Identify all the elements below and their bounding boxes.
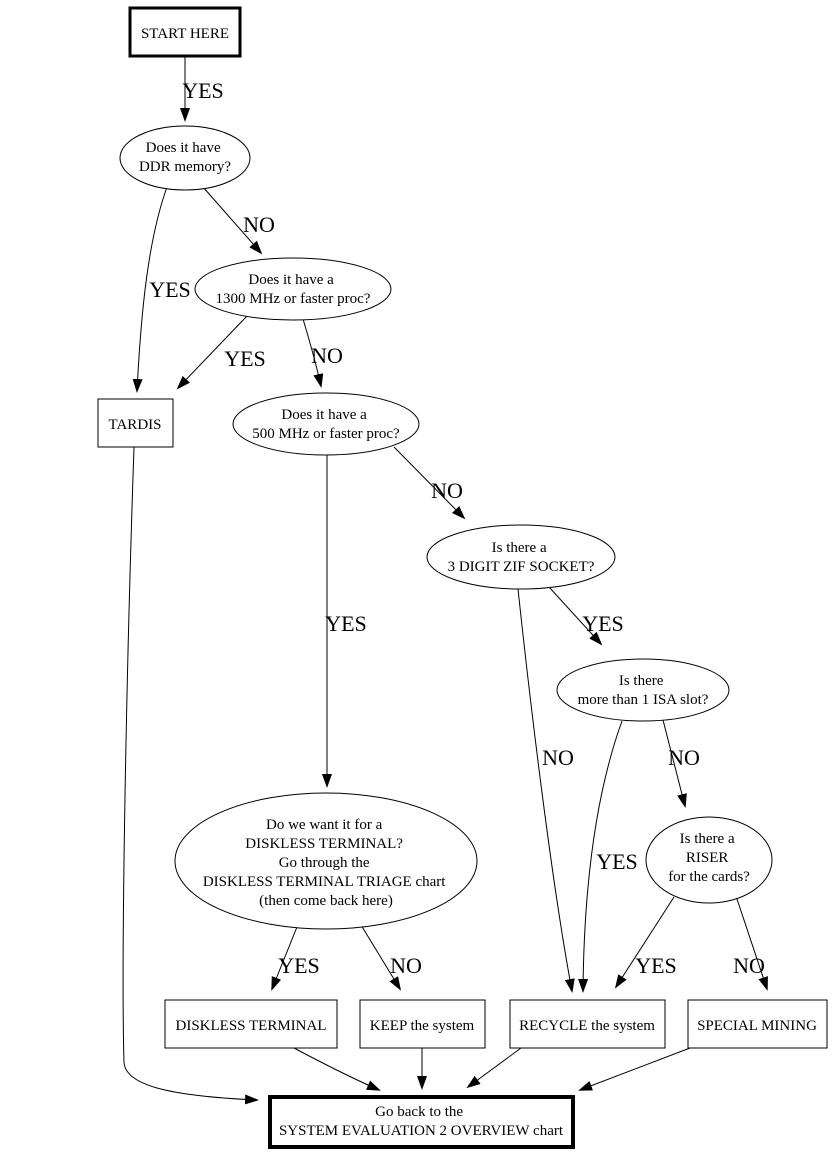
node-zif-ellipse	[427, 525, 615, 589]
edge-label-diskless-to-terminal: YES	[278, 953, 320, 978]
edge-terminal-to-goback	[294, 1048, 379, 1090]
node-start-label: START HERE	[140, 26, 230, 42]
edges	[123, 57, 767, 1100]
node-go-back-label: Go back to the SYSTEM EVALUATION 2 OVERVIEW chart	[278, 1104, 564, 1139]
node-isa-ellipse	[557, 659, 729, 721]
edge-label-proc1300-to-proc500: NO	[311, 343, 343, 368]
node-proc500-label: Does it have a 500 MHz or faster proc?	[252, 407, 400, 442]
edge-special-to-goback	[580, 1048, 690, 1090]
node-diskless-terminal-label: DISKLESS TERMINAL	[175, 1018, 327, 1034]
edge-recycle-to-goback	[468, 1048, 521, 1087]
node-ddr-ellipse	[120, 126, 250, 190]
edge-label-ddr-to-proc1300: NO	[243, 212, 275, 237]
node-zif-label: Is there a 3 DIGIT ZIF SOCKET?	[447, 540, 595, 575]
node-ddr-label: Does it have DDR memory?	[138, 140, 232, 175]
edge-label-isa-to-recycle: YES	[596, 849, 638, 874]
node-diskless-question-label: Do we want it for a DISKLESS TERMINAL? Go through the DISKLESS TERMINAL TRIAGE chart (then come back here)	[202, 817, 446, 909]
edge-label-proc500-to-diskless: YES	[325, 611, 367, 636]
edge-label-diskless-to-keep: NO	[390, 953, 422, 978]
node-proc1300-label: Does it have a 1300 MHz or faster proc?	[215, 272, 371, 307]
node-isa-label: Is there more than 1 ISA slot?	[577, 673, 709, 708]
node-riser-label: Is there a RISER for the cards?	[668, 831, 750, 885]
edge-label-proc500-to-zif: NO	[431, 478, 463, 503]
nodes	[98, 8, 827, 1147]
edge-label-start-to-ddr: YES	[182, 78, 224, 103]
node-recycle-label: RECYCLE the system	[519, 1018, 655, 1034]
edge-zif-to-recycle	[518, 589, 572, 991]
edge-label-ddr-to-tardis: YES	[149, 277, 191, 302]
node-keep-label: KEEP the system	[369, 1018, 475, 1034]
node-proc500-ellipse	[233, 393, 419, 455]
edge-label-isa-to-riser: NO	[668, 745, 700, 770]
edge-label-riser-to-special: NO	[733, 953, 765, 978]
edge-label-zif-to-isa: YES	[582, 611, 624, 636]
edge-label-proc1300-to-tardis: YES	[224, 346, 266, 371]
edge-label-zif-to-recycle: NO	[542, 745, 574, 770]
node-proc1300-ellipse	[195, 258, 391, 320]
node-tardis-label: TARDIS	[108, 417, 162, 433]
edge-label-riser-to-recycle: YES	[635, 953, 677, 978]
node-special-mining-label: SPECIAL MINING	[697, 1018, 817, 1034]
